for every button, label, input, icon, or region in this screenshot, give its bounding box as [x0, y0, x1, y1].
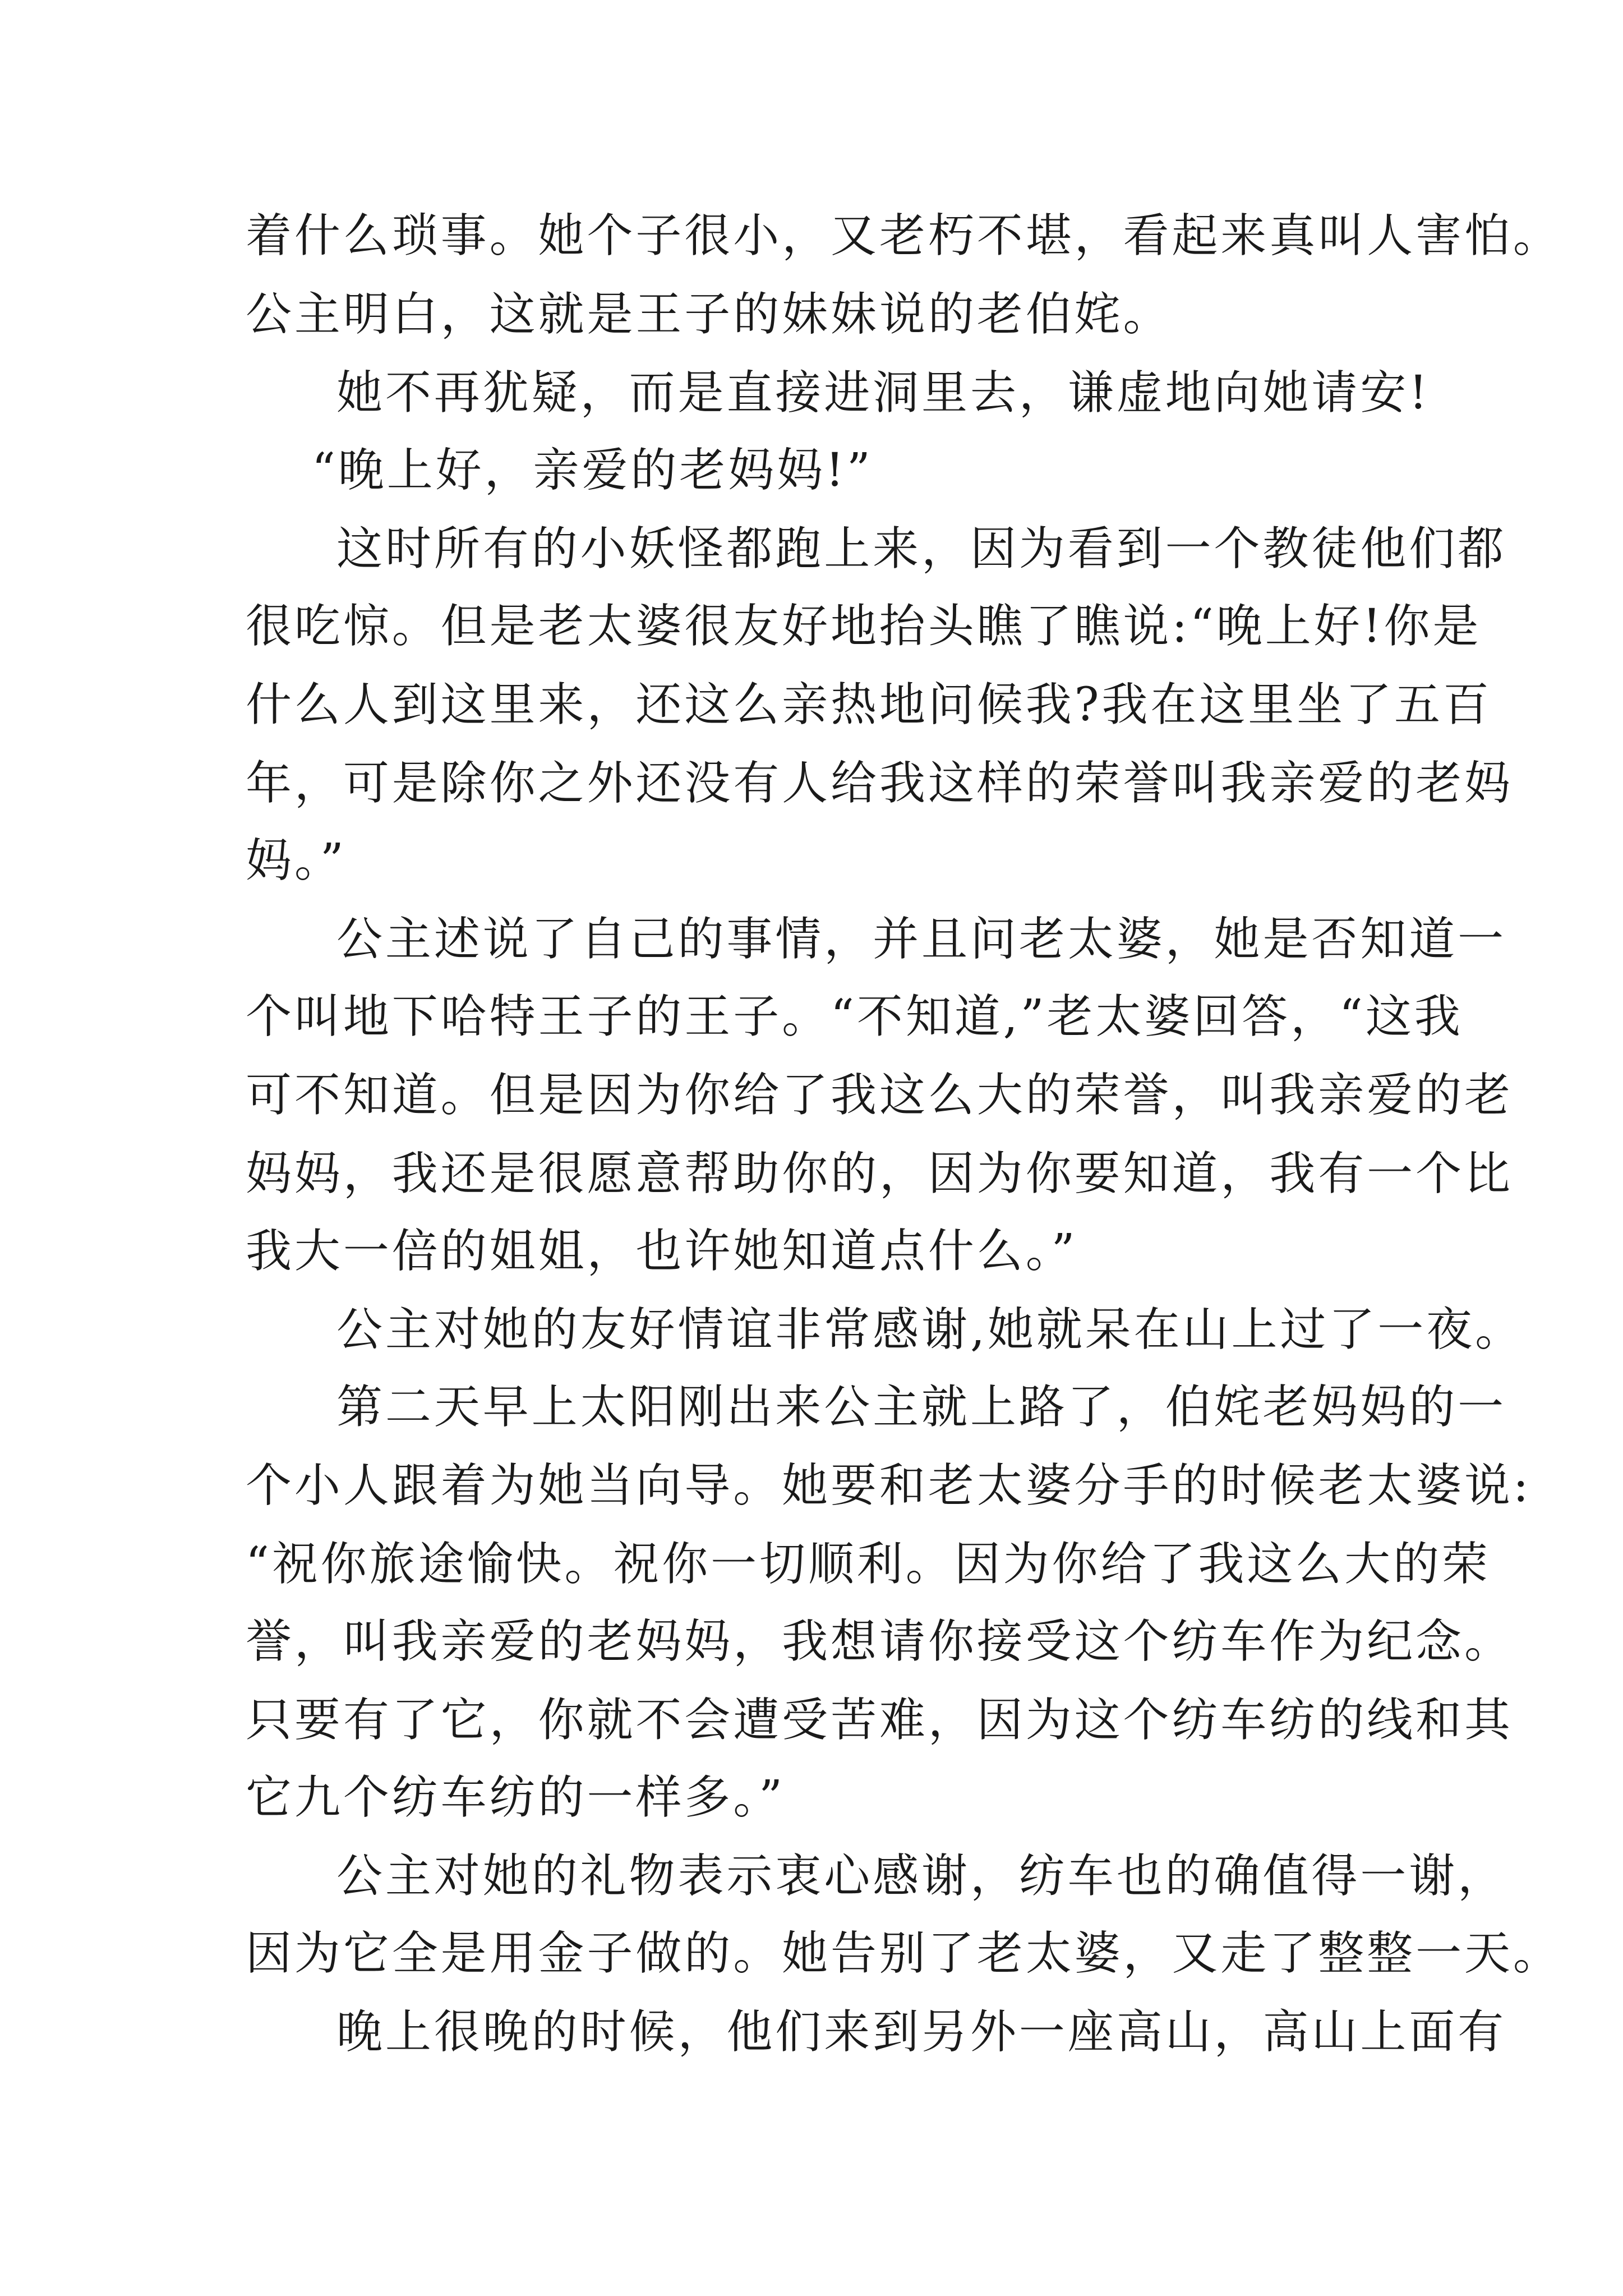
text-line: 誉，叫我亲爱的老妈妈，我想请你接受这个纺车作为纪念。	[246, 1615, 1513, 1668]
text-line: 什么人到这里来，还这么亲热地问候我?我在这里坐了五百	[246, 678, 1492, 731]
text-line: 妈妈，我还是很愿意帮助你的，因为你要知道，我有一个比	[246, 1147, 1513, 1200]
text-line: 它九个纺车纺的一样多。”	[246, 1771, 785, 1824]
text-line: 公主述说了自己的事情，并且问老太婆，她是否知道一	[336, 913, 1507, 966]
text-line: 第二天早上太阳刚出来公主就上路了，伯姹老妈妈的一	[336, 1381, 1507, 1434]
text-line: 年，可是除你之外还没有人给我这样的荣誉叫我亲爱的老妈	[246, 757, 1513, 810]
text-line: 个小人跟着为她当向导。她要和老太婆分手的时候老太婆说:	[246, 1459, 1532, 1512]
text-line: 个叫地下哈特王子的王子。“不知道,”老太婆回答，“这我	[246, 990, 1463, 1043]
text-line: 公主对她的礼物表示衷心感谢，纺车也的确值得一谢，	[336, 1849, 1507, 1903]
text-line: 公主对她的友好情谊非常感谢,她就呆在山上过了一夜。	[336, 1303, 1524, 1356]
text-line: 着什么琐事。她个子很小，又老朽不堪，看起来真叫人害怕。	[246, 209, 1562, 263]
text-line: 只要有了它，你就不会遭受苦难，因为这个纺车纺的线和其	[246, 1694, 1513, 1747]
text-line: 晚上很晚的时候，他们来到另外一座高山，高山上面有	[336, 2005, 1507, 2059]
text-line: 妈。”	[246, 834, 347, 887]
text-line: 公主明白，这就是王子的妹妹说的老伯姹。	[246, 288, 1172, 341]
text-line: 这时所有的小妖怪都跑上来，因为看到一个教徒他们都	[336, 522, 1507, 576]
text-line: 我大一倍的姐姐，也许她知道点什么。”	[246, 1225, 1078, 1278]
text-line: 她不再犹疑，而是直接进洞里去，谦虚地向她请安!	[336, 366, 1431, 420]
text-line: 很吃惊。但是老太婆很友好地抬头瞧了瞧说:“晚上好!你是	[246, 600, 1482, 653]
text-line: “晚上好，亲爱的老妈妈!”	[312, 444, 873, 497]
text-line: “祝你旅途愉快。祝你一切顺利。因为你给了我这么大的荣	[246, 1538, 1491, 1591]
text-line: 可不知道。但是因为你给了我这么大的荣誉，叫我亲爱的老	[246, 1069, 1513, 1122]
text-line: 因为它全是用金子做的。她告别了老太婆，又走了整整一天。	[246, 1927, 1562, 1980]
